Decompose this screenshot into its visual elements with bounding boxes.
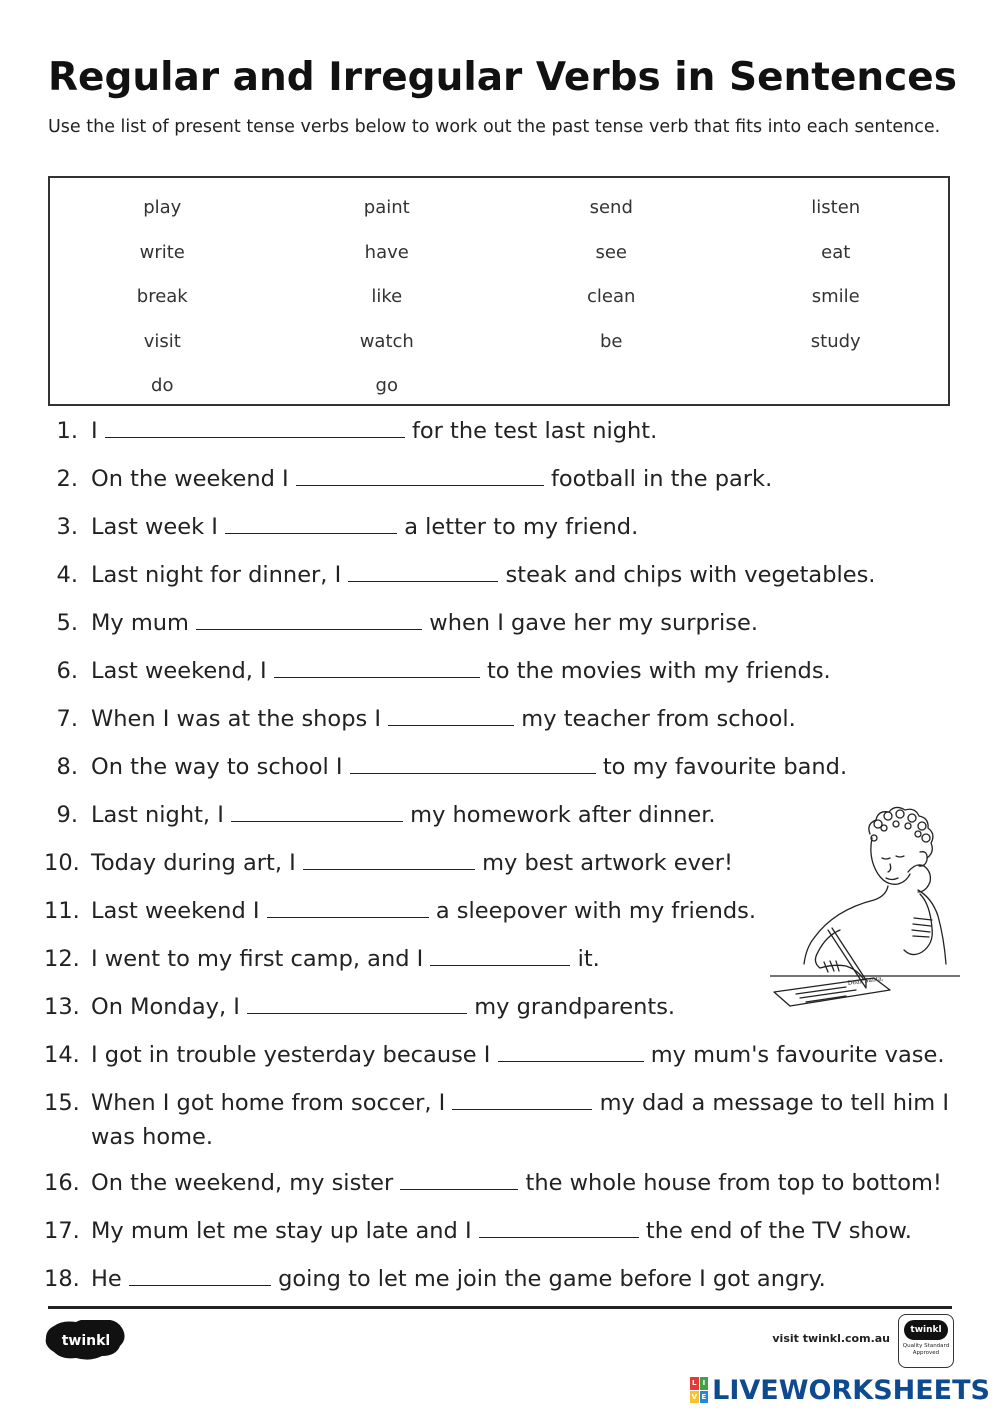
sentence-text-before: My mum let me stay up late and I xyxy=(91,1218,479,1244)
letter-text: Dear Santa, xyxy=(847,975,885,987)
sentence-number: 5. xyxy=(56,610,78,636)
verb-item: play xyxy=(143,197,182,218)
visit-link[interactable]: visit twinkl.com.au xyxy=(772,1332,890,1345)
sentence-text xyxy=(91,462,974,496)
sentence-text xyxy=(91,750,974,784)
answer-blank[interactable] xyxy=(498,1039,644,1062)
sentence-number: 2. xyxy=(56,466,78,492)
sentence-number: 1. xyxy=(56,418,78,444)
answer-blank[interactable] xyxy=(348,559,498,582)
answer-blank[interactable] xyxy=(303,847,475,870)
answer-blank[interactable] xyxy=(452,1087,592,1110)
live-letter-i: I xyxy=(700,1377,709,1390)
sentence-number: 6. xyxy=(56,658,78,684)
sentence-item xyxy=(44,702,974,736)
sentence-text-before: On the weekend, my sister xyxy=(91,1170,401,1196)
answer-blank[interactable] xyxy=(247,991,467,1014)
child-writing-illustration xyxy=(770,798,960,1010)
sentence-text-after: my homework after dinner. xyxy=(403,802,716,828)
answer-blank[interactable] xyxy=(274,655,480,678)
sentence-text-after: football in the park. xyxy=(543,466,773,492)
sentence-text-after: the end of the TV show. xyxy=(638,1218,912,1244)
verb-item: like xyxy=(371,286,403,307)
sentence-text-before: On Monday, I xyxy=(91,994,248,1020)
sentence-text-before: Last night for dinner, I xyxy=(91,562,349,588)
sentence-item xyxy=(44,1214,974,1248)
verb-item: go xyxy=(375,375,398,396)
page-title: Regular and Irregular Verbs in Sentences xyxy=(48,55,957,100)
sentence-text xyxy=(91,654,974,688)
sentence-text-before: Today during art, I xyxy=(91,850,303,876)
verb-item: paint xyxy=(363,197,410,218)
sentence-text-after: a sleepover with my friends. xyxy=(428,898,756,924)
verb-item: eat xyxy=(821,241,851,263)
sentence-number: 14. xyxy=(44,1042,80,1068)
answer-blank[interactable] xyxy=(196,607,422,630)
sentence-text-before: On the weekend I xyxy=(91,466,296,492)
sentence-text-before: Last week I xyxy=(91,514,226,540)
sentence-text-after: my best artwork ever! xyxy=(474,850,734,876)
answer-blank[interactable] xyxy=(388,703,514,726)
sentence-item xyxy=(44,1086,974,1154)
verb-item: write xyxy=(139,241,185,263)
sentence-number: 10. xyxy=(44,850,80,876)
sentence-text-before: Last weekend, I xyxy=(91,658,274,684)
sentence-text xyxy=(91,1166,974,1200)
liveworksheets-icon xyxy=(690,1377,708,1403)
sentence-item xyxy=(44,462,974,496)
verb-item: see xyxy=(595,241,628,263)
answer-blank[interactable] xyxy=(296,463,544,486)
twinkl-logo xyxy=(44,1320,128,1360)
sentence-item xyxy=(44,558,974,592)
sentence-text-after: for the test last night. xyxy=(404,418,658,444)
sentence-item xyxy=(44,750,974,784)
sentence-text-before: I got in trouble yesterday because I xyxy=(91,1042,498,1068)
answer-blank[interactable] xyxy=(267,895,429,918)
verb-item: watch xyxy=(359,330,414,352)
twinkl-logo-text: twinkl xyxy=(61,1333,111,1349)
answer-blank[interactable] xyxy=(479,1215,639,1238)
sentence-number: 13. xyxy=(44,994,80,1020)
verb-item: break xyxy=(136,286,188,307)
verb-item: listen xyxy=(811,197,861,218)
sentence-item xyxy=(44,654,974,688)
sentence-number: 9. xyxy=(56,802,78,828)
sentence-item xyxy=(44,606,974,640)
sentence-text-after: to my favourite band. xyxy=(595,754,848,780)
verb-item: smile xyxy=(811,286,860,307)
sentence-text-after: my dad a message to tell him I was home. xyxy=(91,1090,957,1150)
sentence-text xyxy=(91,1038,974,1072)
instructions: Use the list of present tense verbs below to work out the past tense verb that fits into each sentence. xyxy=(48,117,941,137)
sentence-text xyxy=(91,510,974,544)
sentence-text xyxy=(91,414,974,448)
sentence-text xyxy=(91,1086,974,1154)
sentence-text-before: Last weekend I xyxy=(91,898,267,924)
footer-divider xyxy=(48,1306,952,1309)
sentence-text-after: to the movies with my friends. xyxy=(479,658,831,684)
sentence-text xyxy=(91,1262,974,1296)
sentence-number: 11. xyxy=(44,898,80,924)
verb-item: be xyxy=(600,330,623,352)
sentence-text-before: Last night, I xyxy=(91,802,231,828)
sentence-text-after: going to let me join the game before I got angry. xyxy=(270,1266,826,1292)
answer-blank[interactable] xyxy=(350,751,596,774)
verb-item: clean xyxy=(587,286,636,307)
verb-item: do xyxy=(151,375,174,396)
verb-grid xyxy=(50,192,948,415)
badge-text: Quality Standard Approved xyxy=(902,1343,950,1356)
sentence-text-after: a letter to my friend. xyxy=(397,514,639,540)
quality-badge xyxy=(898,1314,954,1368)
answer-blank[interactable] xyxy=(231,799,403,822)
sentence-number: 17. xyxy=(44,1218,80,1244)
verb-list-box xyxy=(48,176,950,406)
sentence-text-after: my mum's favourite vase. xyxy=(643,1042,945,1068)
sentence-item xyxy=(44,1038,974,1072)
sentence-text xyxy=(91,702,974,736)
sentence-text-before: I xyxy=(91,418,105,444)
answer-blank[interactable] xyxy=(129,1263,271,1286)
sentence-number: 16. xyxy=(44,1170,80,1196)
sentence-item xyxy=(44,414,974,448)
sentence-number: 7. xyxy=(56,706,78,732)
verb-item: visit xyxy=(143,330,181,352)
sentence-text-before: When I was at the shops I xyxy=(91,706,389,732)
live-letter-v: V xyxy=(690,1391,699,1404)
sentence-number: 3. xyxy=(56,514,78,540)
answer-blank[interactable] xyxy=(105,415,405,438)
sentence-text-after: my grandparents. xyxy=(467,994,676,1020)
sentence-item xyxy=(44,1262,974,1296)
sentence-item xyxy=(44,510,974,544)
sentence-item xyxy=(44,1166,974,1200)
answer-blank[interactable] xyxy=(225,511,397,534)
sentence-text-before: On the way to school I xyxy=(91,754,350,780)
sentence-text-after: it. xyxy=(570,946,600,972)
verb-item: study xyxy=(810,330,861,352)
sentence-text-before: My mum xyxy=(91,610,197,636)
sentence-text-after: when I gave her my surprise. xyxy=(422,610,759,636)
sentence-text xyxy=(91,558,974,592)
verb-item: send xyxy=(589,197,633,218)
sentence-text-after: the whole house from top to bottom! xyxy=(518,1170,942,1196)
sentence-text-before: I went to my first camp, and I xyxy=(91,946,431,972)
sentence-text-after: my teacher from school. xyxy=(514,706,796,732)
sentence-number: 12. xyxy=(44,946,80,972)
answer-blank[interactable] xyxy=(400,1167,518,1190)
sentence-number: 4. xyxy=(56,562,78,588)
sentence-text xyxy=(91,606,974,640)
sentence-number: 15. xyxy=(44,1090,80,1116)
sentence-number: 8. xyxy=(56,754,78,780)
sentence-text-before: When I got home from soccer, I xyxy=(91,1090,453,1116)
sentence-number: 18. xyxy=(44,1266,80,1292)
live-letter-l: L xyxy=(690,1377,699,1390)
sentence-text xyxy=(91,1214,974,1248)
sentence-text-before: He xyxy=(91,1266,129,1292)
liveworksheets-text: LIVEWORKSHEETS xyxy=(712,1374,990,1406)
verb-item: have xyxy=(364,241,409,263)
liveworksheets-brand[interactable] xyxy=(690,1374,990,1406)
badge-brand: twinkl xyxy=(904,1320,948,1340)
answer-blank[interactable] xyxy=(430,943,570,966)
sentence-text-after: steak and chips with vegetables. xyxy=(498,562,876,588)
live-letter-e: E xyxy=(700,1391,709,1404)
